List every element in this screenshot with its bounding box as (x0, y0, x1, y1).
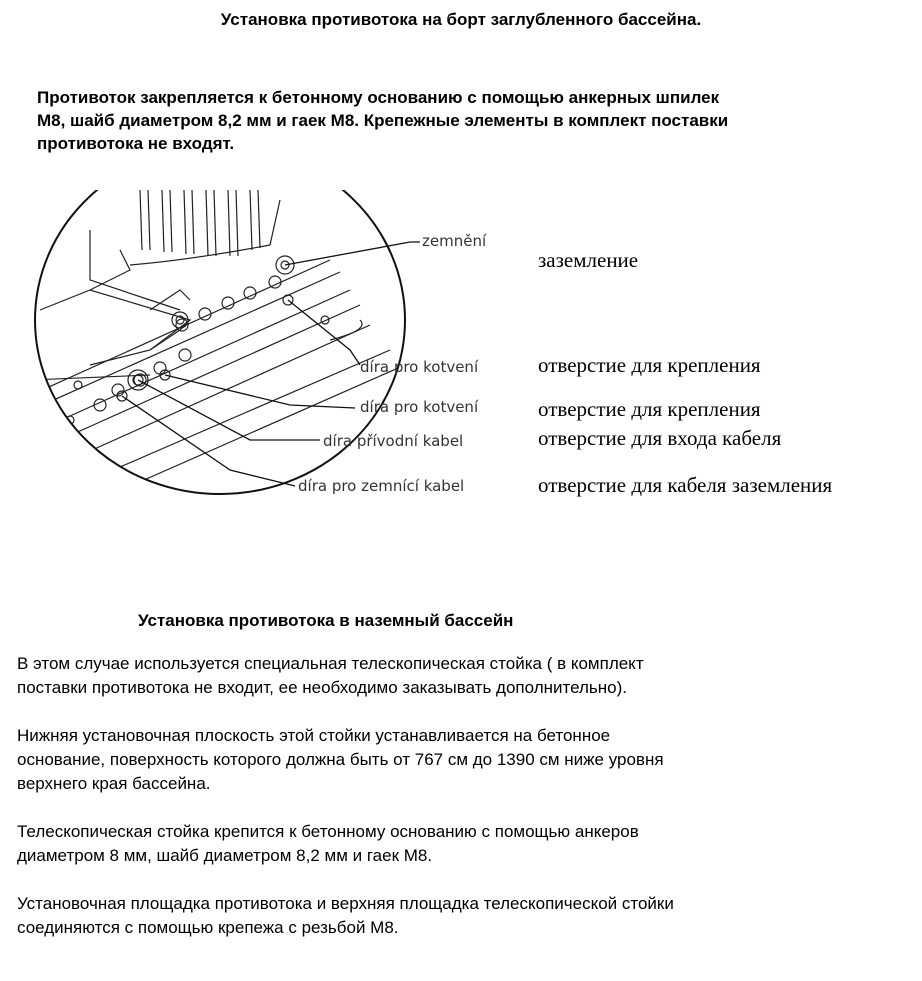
body-text (17, 652, 897, 964)
paragraph-line: основание, поверхность которого должна быть от 767 см до 1390 см ниже уровня (17, 750, 664, 769)
paragraph-line: Телескопическая стойка крепится к бетонному основанию с помощью анкеров (17, 822, 639, 841)
paragraph-line: Нижняя установочная плоскость этой стойки устанавливается на бетонное (17, 726, 611, 745)
ru-label-ground-cable: отверстие для кабеля заземления (538, 473, 833, 497)
mounting-drawing (30, 190, 922, 510)
intro-paragraph (37, 86, 907, 155)
cz-label-ground-cable: díra pro zemnící kabel (298, 477, 465, 495)
intro-line: противотока не входят. (37, 134, 235, 153)
cz-label-cable-inlet: díra přívodní kabel (323, 432, 464, 450)
cz-label-anchor-hole-2: díra pro kotvení (360, 398, 479, 416)
paragraph-line: верхнего края бассейна. (17, 774, 211, 793)
page-title: Установка противотока на борт заглубленного бассейна. (220, 10, 702, 29)
ru-label-grounding: заземление (538, 248, 639, 272)
paragraph-line: Установочная площадка противотока и верхняя площадка телескопической стойки (17, 894, 674, 913)
heatsink-fins (140, 190, 260, 256)
mounting-diagram (30, 190, 922, 510)
paragraph-line: диаметром 8 мм, шайб диаметром 8,2 мм и гаек М8. (17, 846, 433, 865)
cz-label-anchor-hole-1: díra pro kotvení (360, 358, 479, 376)
paragraph (17, 820, 897, 868)
paragraph (17, 724, 897, 796)
ru-label-cable-inlet: отверстие для входа кабеля (538, 426, 782, 450)
cz-label-grounding: zemnění (422, 232, 487, 250)
section-title: Установка противотока в наземный бассейн (138, 611, 514, 630)
intro-line: Противоток закрепляется к бетонному основанию с помощью анкерных шпилек (37, 88, 720, 107)
paragraph-line: соединяются с помощью крепежа с резьбой М8. (17, 918, 399, 937)
paragraph-line: поставки противотока не входит, ее необходимо заказывать дополнительно). (17, 678, 627, 697)
ru-label-anchor-hole-2: отверстие для крепления (538, 397, 761, 421)
paragraph (17, 892, 897, 940)
ru-label-anchor-hole-1: отверстие для крепления (538, 353, 761, 377)
paragraph (17, 652, 897, 700)
paragraph-line: В этом случае используется специальная телескопическая стойка ( в комплект (17, 654, 644, 673)
intro-line: M8, шайб диаметром 8,2 мм и гаек M8. Крепежные элементы в комплект поставки (37, 111, 729, 130)
